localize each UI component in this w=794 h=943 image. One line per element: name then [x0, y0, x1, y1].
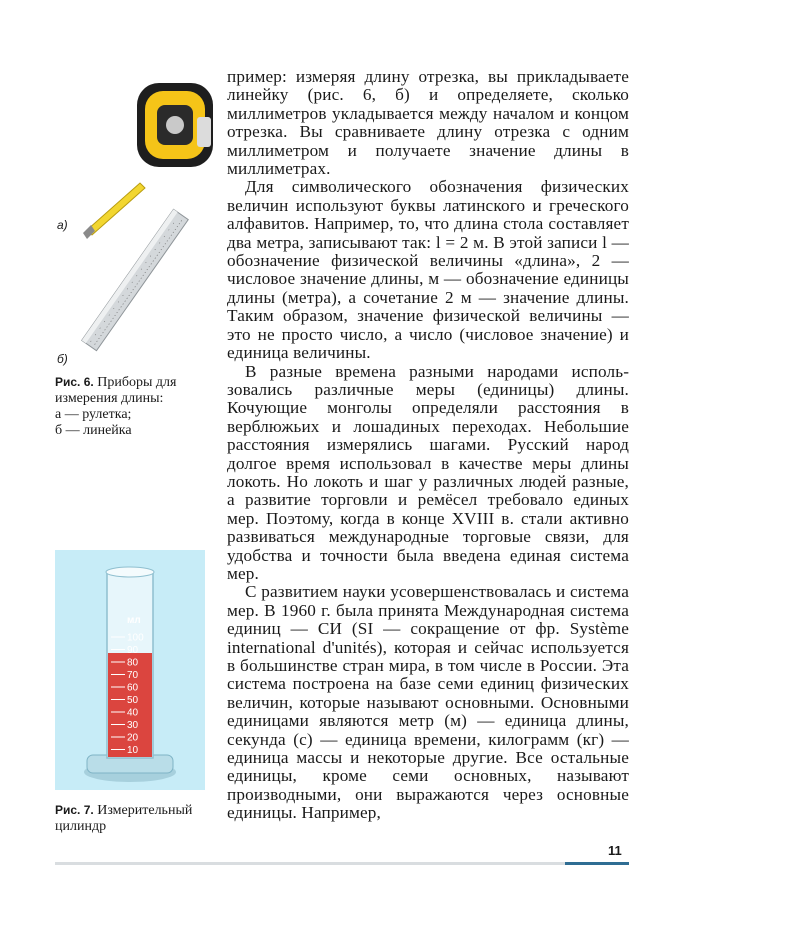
- cylinder-scale-label: 50: [127, 695, 139, 706]
- figure-6a-label: а): [57, 218, 68, 232]
- paragraph-2: Для символического обозначения физических величин используют буквы латинского и греческого алфавитов. Например, то, что длина стола составляет два метра, записывают так: l = 2 м. В этой записи l — обозначение физической величины «длина», 2 — числовое значение длины, м — обозначение единицы длины (метра), а сочетание 2 м — значение длины. Таким образом, значение физической величины — это не просто число, а число (числовое значение) и единица величины.: [227, 177, 629, 363]
- figure-7-caption: [55, 802, 215, 835]
- cylinder-scale-label: 80: [127, 657, 139, 669]
- cylinder-scale-label: 30: [127, 720, 139, 731]
- footer-accent-bar: [565, 862, 629, 865]
- cylinder-scale-label: 90: [127, 645, 139, 656]
- cylinder-scale-label: 40: [127, 707, 139, 719]
- cylinder-scale-label: 20: [127, 732, 139, 744]
- cylinder-scale-label: 100: [127, 632, 144, 644]
- figure-6b-label: б): [57, 352, 68, 366]
- figure-6-image: [55, 65, 210, 365]
- figure-6-caption-text: Приборы для измерения длины:: [55, 375, 177, 406]
- figure-6-caption-a: а — рулетка;: [55, 407, 132, 422]
- main-text: [227, 68, 629, 823]
- cylinder-scale-label: 70: [127, 670, 139, 681]
- paragraph-4: С развитием науки усовершенствовалась и система мер. В 1960 г. была принята Международная система единиц — СИ (SI — сокращение от фр. Système international d'unités), которая и сейчас используется в большинстве стран мира, в том числе в России. Эта система построена на базе семи единиц физических величин, которые называют основными. Основными единицами являются метр (м) — единица длины, секунда (с) — единица времени, килограмм (кг) — единица массы и некоторые другие. Все остальные единицы, кроме семи основных, называют производными, они выражаются через основные единицы. Например,: [227, 582, 629, 823]
- page-number: 11: [608, 843, 622, 858]
- cylinder-unit-label: мл: [127, 615, 141, 626]
- figure-7-caption-text: Измерительный цилиндр: [55, 803, 193, 834]
- figure-6-caption-b: б — линейка: [55, 423, 132, 438]
- footer-rule: [55, 862, 565, 865]
- figure-6-caption: [55, 374, 215, 439]
- figure-6-caption-label: Рис. 6.: [55, 375, 94, 389]
- tape-measure-and-ruler-illustration: [55, 65, 215, 365]
- figure-7-caption-label: Рис. 7.: [55, 803, 94, 817]
- paragraph-1: пример: измеряя длину отрезка, вы прикладываете линейку (рис. 6, б) и определяете, сколько миллиметров укладывается между началом и концом отрезка. Вы сравниваете длину отрезка с одним миллиметром и получаете значение длины в миллиметрах.: [227, 67, 629, 179]
- cylinder-scale-label: 60: [127, 682, 139, 694]
- measuring-cylinder-illustration: [55, 550, 205, 790]
- figure-7-image: [55, 550, 205, 790]
- cylinder-scale-label: 10: [127, 745, 139, 756]
- paragraph-3: В разные времена разными народами использовались различные меры (единицы) длины. Кочующие монголы определяли расстояния в верблюжьих и лошадиных переходах. Небольшие расстояния измерялись шагами. Русский народ долгое время использовал в качестве меры длины локоть. Но локоть и шаг у различных людей разные, а развитие торговли и ремёсел требовало единых мер. Поэтому, когда в конце XVIII в. стали активно развиваться международные торговые связи, для удобства и точности была введена единая система мер.: [227, 361, 629, 583]
